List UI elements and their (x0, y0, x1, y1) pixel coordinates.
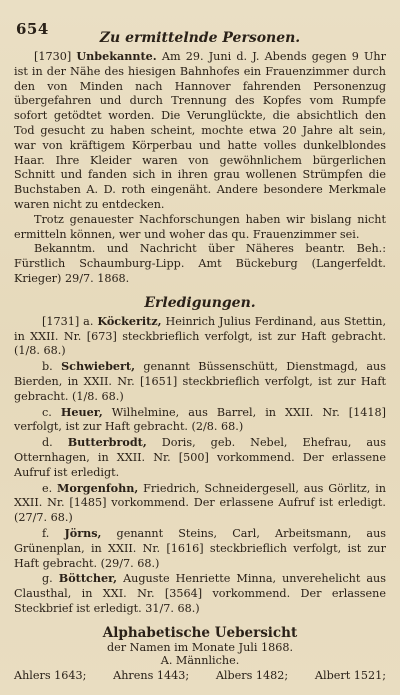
list-item: b. Schwiebert, genannt Büssenschütt, Dienstmagd, aus Bierden, in XXII. Nr. [1651] steckbrieflich verfolgt, ist zur Haft gebracht. (1/8. 68.) (14, 359, 386, 403)
page-number: 654 (16, 20, 49, 38)
erledigungen-list (14, 314, 386, 617)
notice-1730-text: Am 29. Juni d. J. Abends gegen 9 Uhr ist in der Nähe des hiesigen Bahnhofes ein Frauenzimmer durch den von Minden nach Hannover fahrenden Personenzug übergefahren und durch Trennung des Kopfes vom Rumpfe sofort getödtet worden. Die Verunglückte, die absichtlich den Tod gesucht zu haben scheint, mochte etwa 20 Jahre alt sein, war von kräftigem Körperbau und hatte volles dunkelblondes Haar. Ihre Kleider waren von gewöhnlichem bürgerlichen Schnitt und fanden sich in ihren grau wollenen Strümpfen die Buchstaben A. D. roth eingenäht. Andere besondere Merkmale waren nicht zu entdecken. (14, 50, 386, 211)
list-item: f. Jörns, genannt Steins, Carl, Arbeitsmann, aus Grünenplan, in XXII. Nr. [1616] steckbrieflich verfolgt, ist zur Haft gebracht. (29/7. 68.) (14, 525, 387, 570)
list-item: c. Heuer, Wilhelmine, aus Barrel, in XXII. Nr. [1418] verfolgt, ist zur Haft gebracht. (2/8. 68.) (14, 404, 386, 434)
notice-1730-p2: Trotz genauester Nachforschungen haben wir bislang nicht ermitteln können, wer und woher das qu. Frauenzimmer sei. (14, 212, 386, 241)
list-item: d. Butterbrodt, Doris, geb. Nebel, Ehefrau, aus Otternhagen, in XXII. Nr. [500] vorkommend. Der erlassene Aufruf ist erledigt. (14, 435, 386, 479)
notice-1730-p3 (14, 242, 386, 286)
section-title-uebersicht: Alphabetische Uebersicht (102, 624, 298, 641)
list-item: [1731] a. Köckeritz, Heinrich Julius Ferdinand, aus Stettin, in XXII. Nr. [673] steckbrieflich verfolgt, ist zur Haft gebracht. (1/8. 68.) (14, 313, 386, 358)
list-item: e. Morgenfohn, Friedrich, Schneidergesell, aus Görlitz, in XXII. Nr. [1485] vorkommend. Der erlassene Aufruf ist erledigt. (27/7. 68.) (14, 480, 386, 525)
section-title-erledigungen: Erledigungen. (144, 294, 256, 311)
index-entry: Ahlers 1643; (14, 668, 87, 682)
list-item: g. Böttcher, Auguste Henriette Minna, unverehelicht aus Clausthal, in XXI. Nr. [3564] vorkommend. Der erlassene Steckbrief ist erledigt. 31/7. 68.) (14, 571, 386, 615)
section-title-persons: Zu ermittelnde Personen. (99, 30, 301, 46)
notice-1730-request: Bekanntm. und Nachricht über Näheres beantr. Beh.: (34, 242, 386, 256)
index-row (14, 669, 386, 682)
section-subtitle-uebersicht: der Namen im Monate Juli 1868. (106, 640, 294, 654)
notice-1730-date: 29/7. 1868. (64, 271, 130, 285)
index-entry: Albert 1521; (314, 668, 386, 682)
notice-1730 (14, 49, 386, 213)
ref-1731: [1731] (42, 314, 80, 328)
lead-unbekannte: Unbekannte. (76, 49, 157, 63)
letter-heading: A. Männliche. (160, 653, 240, 667)
index-entry: Ahrens 1443; (113, 668, 190, 682)
ref-1730: [1730] (34, 50, 72, 63)
index-entry: Albers 1482; (215, 668, 289, 682)
notice-1730-authority: Fürstlich Schaumburg-Lipp. Amt Bückeburg (Langerfeldt. Krieger) (14, 257, 386, 285)
